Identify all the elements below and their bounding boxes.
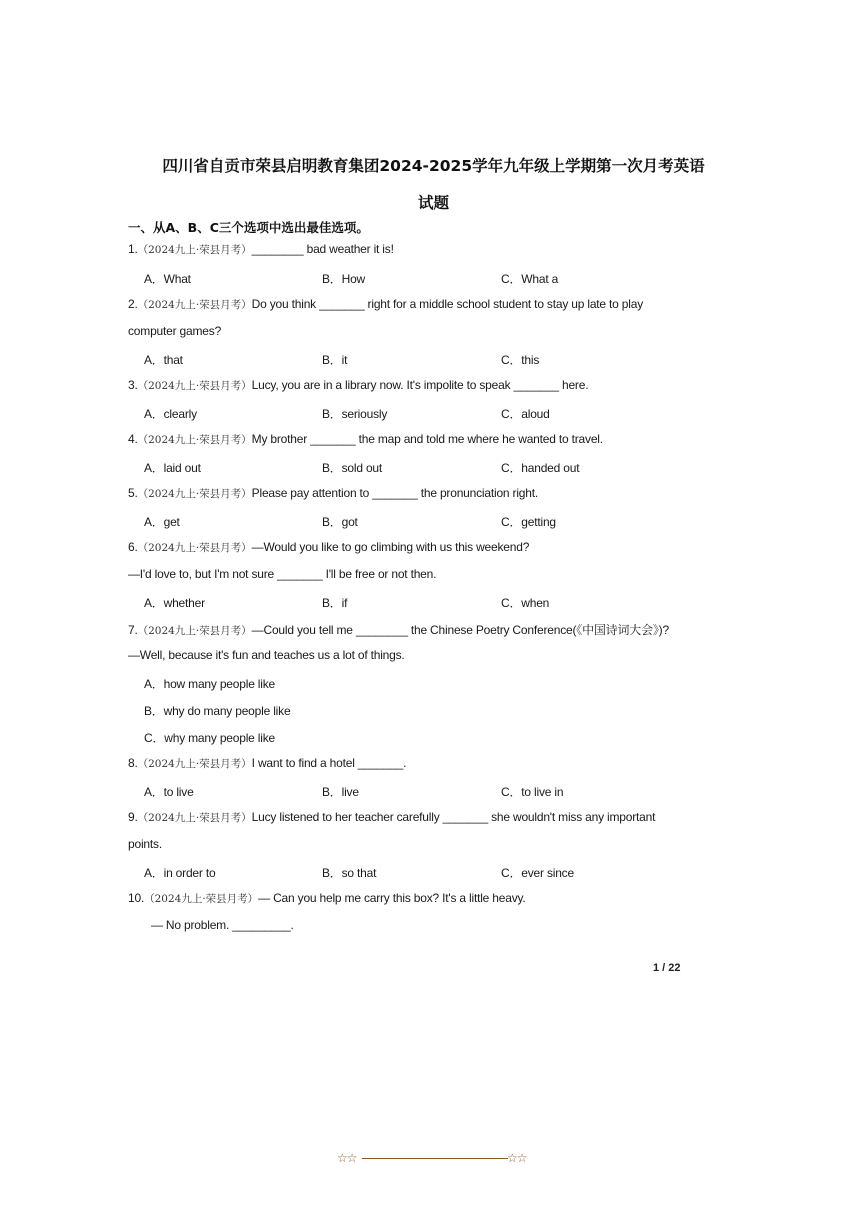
answer-option: B．why do many people like: [144, 704, 291, 718]
question-stem: [128, 378, 588, 393]
question-source-tag: （2024九上·荣县月考）: [137, 625, 252, 637]
answer-option: A．get: [144, 515, 180, 529]
answer-option: B．How: [322, 272, 366, 286]
answer-option: A．What: [144, 272, 191, 286]
question-number: 6.: [128, 540, 138, 554]
question-text-continued: computer games?: [128, 324, 222, 338]
question-stem: [128, 756, 406, 771]
answer-option: C．to live in: [501, 785, 564, 799]
question-text: Do you think _______ right for a middle school student to stay up late to play: [251, 297, 643, 311]
question-text: I want to find a hotel _______.: [251, 756, 407, 770]
answer-option: C．What a: [501, 272, 559, 286]
question-source-tag: （2024九上·荣县月考）: [137, 488, 252, 500]
question-text-continued: —I'd love to, but I'm not sure _______ I'll be free or not then.: [128, 567, 437, 581]
answer-option: A．whether: [144, 596, 205, 610]
answer-option: B．got: [322, 515, 358, 529]
answer-option: C．aloud: [501, 407, 550, 421]
question-text-continued: —Well, because it's fun and teaches us a lot of things.: [128, 648, 405, 662]
question-number: 3.: [128, 378, 138, 392]
question-stem: [128, 297, 643, 312]
question-text: —Would you like to go climbing with us this weekend?: [251, 540, 530, 554]
question-text: ________ bad weather it is!: [251, 242, 394, 256]
question-text: Please pay attention to _______ the pronunciation right.: [251, 486, 539, 500]
answer-option: A．to live: [144, 785, 194, 799]
question-number: 8.: [128, 756, 138, 770]
answer-option: C．this: [501, 353, 540, 367]
question-number: 10.: [128, 891, 145, 905]
question-text: My brother _______ the map and told me where he wanted to travel.: [251, 432, 603, 446]
question-source-tag: （2024九上·荣县月考）: [137, 380, 252, 392]
answer-option: B．sold out: [322, 461, 383, 475]
question-text: — Can you help me carry this box? It's a little heavy.: [258, 891, 526, 905]
answer-option: A．clearly: [144, 407, 197, 421]
question-text: Lucy listened to her teacher carefully _______ she wouldn't miss any important: [251, 810, 656, 824]
question-stem: [128, 242, 394, 257]
question-source-tag: （2024九上·荣县月考）: [137, 434, 252, 446]
answer-option: B．seriously: [322, 407, 388, 421]
question-text: —Could you tell me ________ the Chinese Poetry Conference(《中国诗词大会》)?: [251, 623, 669, 637]
page-number: 1 / 22: [653, 962, 681, 974]
footer-stars-left: ☆☆: [337, 1151, 357, 1165]
document-title: 四川省自贡市荣县启明教育集团2024-2025学年九年级上学期第一次月考英语: [162, 157, 705, 175]
question-stem: [128, 621, 669, 638]
footer-stars-right: ☆☆: [507, 1151, 527, 1165]
question-source-tag: （2024九上·荣县月考）: [144, 893, 259, 905]
question-source-tag: （2024九上·荣县月考）: [137, 542, 252, 554]
question-source-tag: （2024九上·荣县月考）: [137, 244, 252, 256]
answer-option: B．so that: [322, 866, 377, 880]
answer-option: C．ever since: [501, 866, 574, 880]
question-number: 9.: [128, 810, 138, 824]
answer-option: C．handed out: [501, 461, 580, 475]
question-number: 2.: [128, 297, 138, 311]
question-stem: [128, 540, 529, 555]
question-stem: [128, 432, 603, 447]
answer-option: B．if: [322, 596, 348, 610]
question-number: 1.: [128, 242, 138, 256]
question-text-continued: — No problem. _________.: [151, 918, 294, 932]
answer-option: A．that: [144, 353, 183, 367]
document-title-continued: 试题: [417, 194, 449, 212]
answer-option: A．laid out: [144, 461, 201, 475]
answer-option: C．why many people like: [144, 731, 275, 745]
answer-option: C．when: [501, 596, 550, 610]
answer-option: C．getting: [501, 515, 556, 529]
question-stem: [128, 891, 526, 906]
answer-option: A．in order to: [144, 866, 216, 880]
question-source-tag: （2024九上·荣县月考）: [137, 758, 252, 770]
answer-option: B．it: [322, 353, 348, 367]
question-stem: [128, 486, 538, 501]
question-text: Lucy, you are in a library now. It's impolite to speak _______ here.: [251, 378, 589, 392]
question-text-continued: points.: [128, 837, 162, 851]
question-number: 7.: [128, 623, 138, 637]
answer-option: A．how many people like: [144, 677, 276, 691]
section-heading: 一、从A、B、C三个选项中选出最佳选项。: [128, 220, 369, 235]
question-source-tag: （2024九上·荣县月考）: [137, 299, 252, 311]
footer-divider: [362, 1158, 508, 1159]
question-stem: [128, 810, 655, 825]
question-source-tag: （2024九上·荣县月考）: [137, 812, 252, 824]
answer-option: B．live: [322, 785, 359, 799]
question-number: 5.: [128, 486, 138, 500]
question-number: 4.: [128, 432, 138, 446]
